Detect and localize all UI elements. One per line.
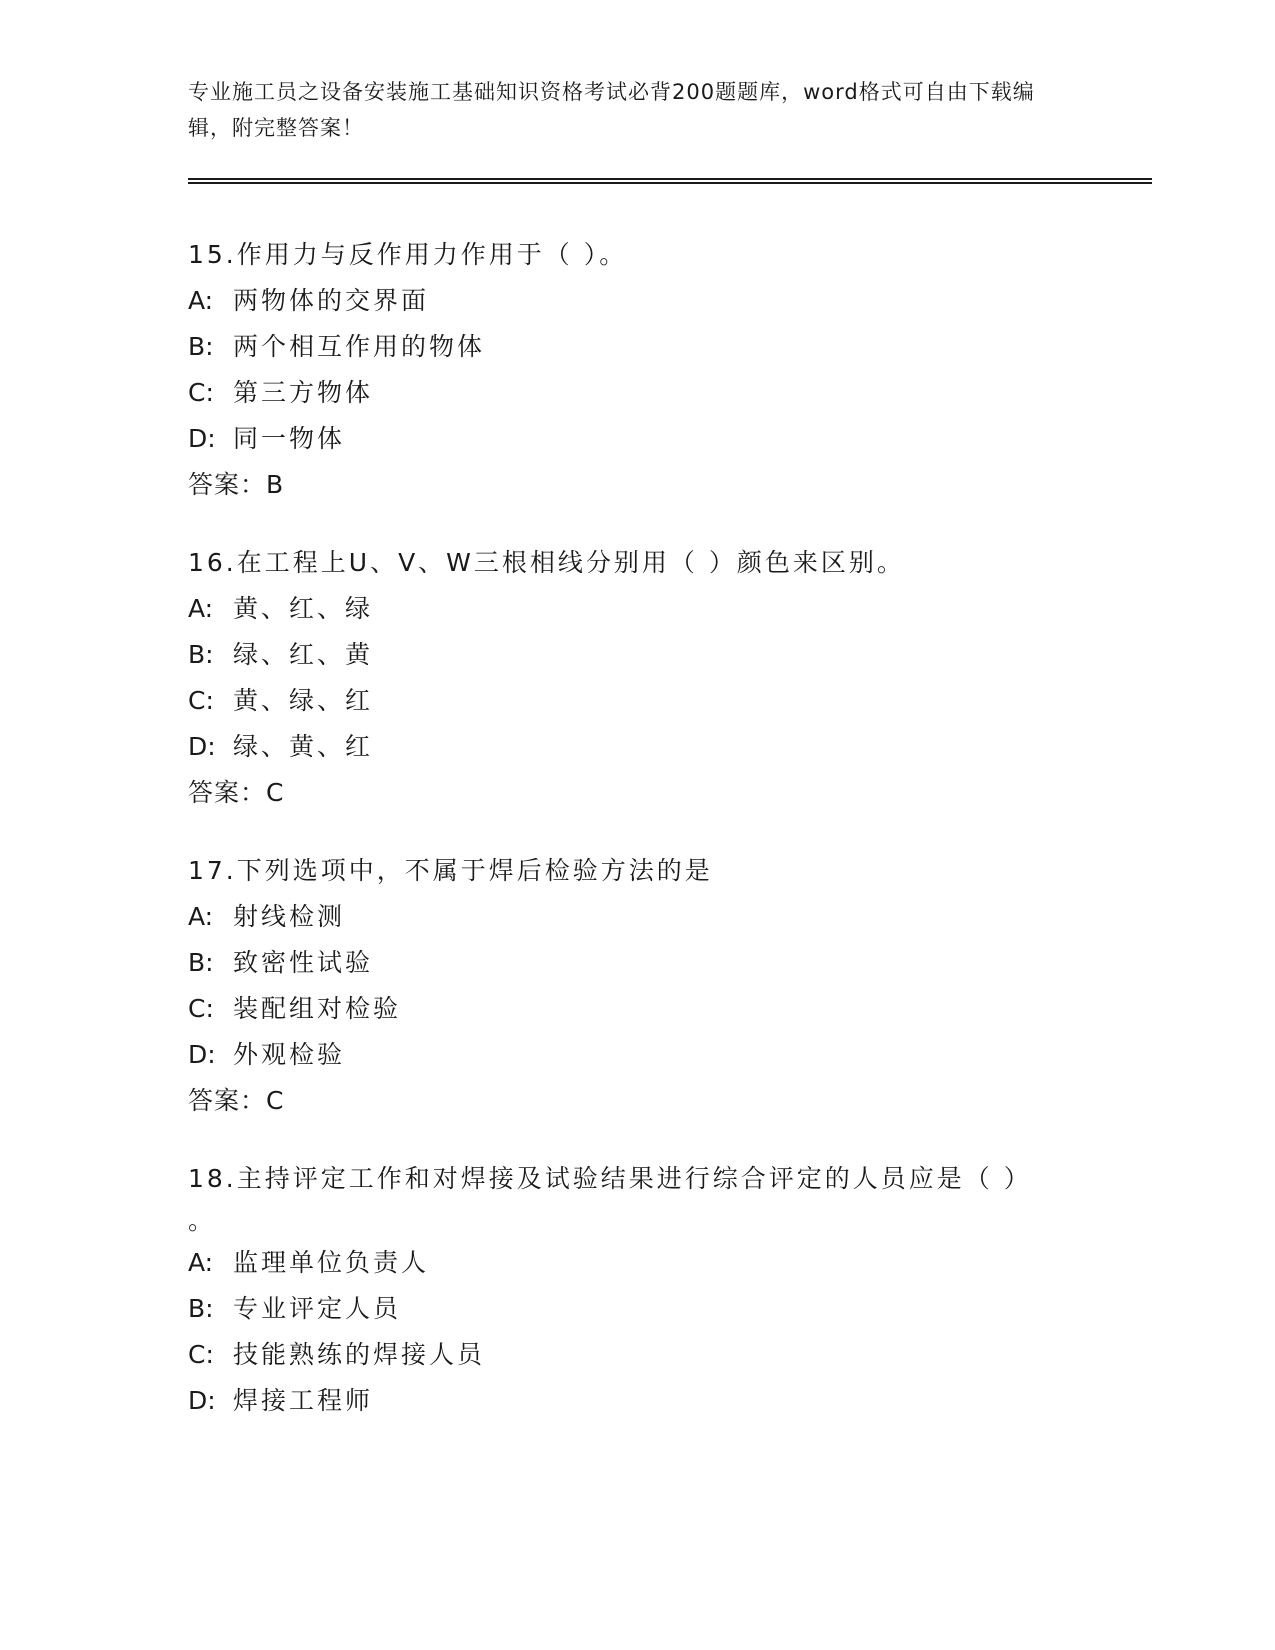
- option-a: [188, 278, 1088, 324]
- option-d: [188, 1032, 1088, 1078]
- question-stem: [188, 232, 1088, 278]
- option-label: D:: [188, 732, 216, 761]
- option-text: 监理单位负责人: [233, 1248, 430, 1277]
- question-16: [188, 540, 1088, 816]
- option-label: A:: [188, 286, 214, 315]
- question-number: 18.: [188, 1164, 237, 1193]
- answer-line: 答案：B: [188, 470, 285, 499]
- option-b: [188, 632, 1088, 678]
- option-c: [188, 678, 1088, 724]
- option-text: 专业评定人员: [233, 1294, 402, 1323]
- option-label: C:: [188, 378, 214, 407]
- option-d: [188, 1378, 1088, 1424]
- question-stem: [188, 1156, 1088, 1202]
- option-text: 射线检测: [233, 902, 346, 931]
- option-text: 同一物体: [233, 424, 346, 453]
- question-15: [188, 232, 1088, 508]
- option-label: A:: [188, 1248, 214, 1277]
- option-text: 两个相互作用的物体: [233, 332, 486, 361]
- question-18: [188, 1156, 1088, 1424]
- header-rule-top: [188, 178, 1152, 180]
- option-label: B:: [188, 332, 214, 361]
- option-label: A:: [188, 594, 214, 623]
- option-d: [188, 416, 1088, 462]
- option-label: D:: [188, 1386, 216, 1415]
- question-text: 作用力与反作用力作用于（ ）。: [236, 240, 628, 269]
- option-text: 黄、绿、红: [233, 686, 374, 715]
- question-number: 16.: [188, 548, 237, 577]
- option-text: 致密性试验: [233, 948, 374, 977]
- question-text: 下列选项中，不属于焊后检验方法的是: [236, 856, 713, 885]
- option-text: 两物体的交界面: [233, 286, 430, 315]
- header-rule-bottom: [188, 182, 1152, 184]
- option-label: B:: [188, 948, 214, 977]
- option-text: 焊接工程师: [233, 1386, 374, 1415]
- answer-line: 答案：C: [188, 1086, 285, 1115]
- option-text: 技能熟练的焊接人员: [233, 1340, 486, 1369]
- option-c: [188, 986, 1088, 1032]
- question-stem: [188, 848, 1088, 894]
- answer-line: 答案：C: [188, 778, 285, 807]
- option-c: [188, 370, 1088, 416]
- question-stem: [188, 540, 1088, 586]
- option-text: 黄、红、绿: [233, 594, 374, 623]
- option-text: 第三方物体: [233, 378, 374, 407]
- question-text: 主持评定工作和对焊接及试验结果进行综合评定的人员应是（ ）: [236, 1164, 1032, 1193]
- option-b: [188, 940, 1088, 986]
- option-b: [188, 324, 1088, 370]
- option-text: 绿、黄、红: [233, 732, 374, 761]
- option-label: B:: [188, 640, 214, 669]
- option-a: [188, 1240, 1088, 1286]
- question-stem-continuation: 。: [188, 1206, 217, 1235]
- question-17: [188, 848, 1088, 1124]
- question-number: 17.: [188, 856, 237, 885]
- question-list: [188, 232, 1088, 1456]
- option-text: 装配组对检验: [233, 994, 402, 1023]
- option-a: [188, 586, 1088, 632]
- option-label: C:: [188, 686, 214, 715]
- option-label: D:: [188, 424, 216, 453]
- option-label: C:: [188, 994, 214, 1023]
- option-d: [188, 724, 1088, 770]
- option-text: 绿、红、黄: [233, 640, 374, 669]
- option-label: D:: [188, 1040, 216, 1069]
- option-c: [188, 1332, 1088, 1378]
- question-text: 在工程上U、V、W三根相线分别用（ ）颜色来区别。: [236, 548, 905, 577]
- option-text: 外观检验: [233, 1040, 346, 1069]
- document-header: 专业施工员之设备安装施工基础知识资格考试必背200题题库，word格式可自由下载编辑，附完整答案！: [188, 80, 1035, 140]
- question-number: 15.: [188, 240, 237, 269]
- option-a: [188, 894, 1088, 940]
- option-label: C:: [188, 1340, 214, 1369]
- option-b: [188, 1286, 1088, 1332]
- option-label: B:: [188, 1294, 214, 1323]
- option-label: A:: [188, 902, 214, 931]
